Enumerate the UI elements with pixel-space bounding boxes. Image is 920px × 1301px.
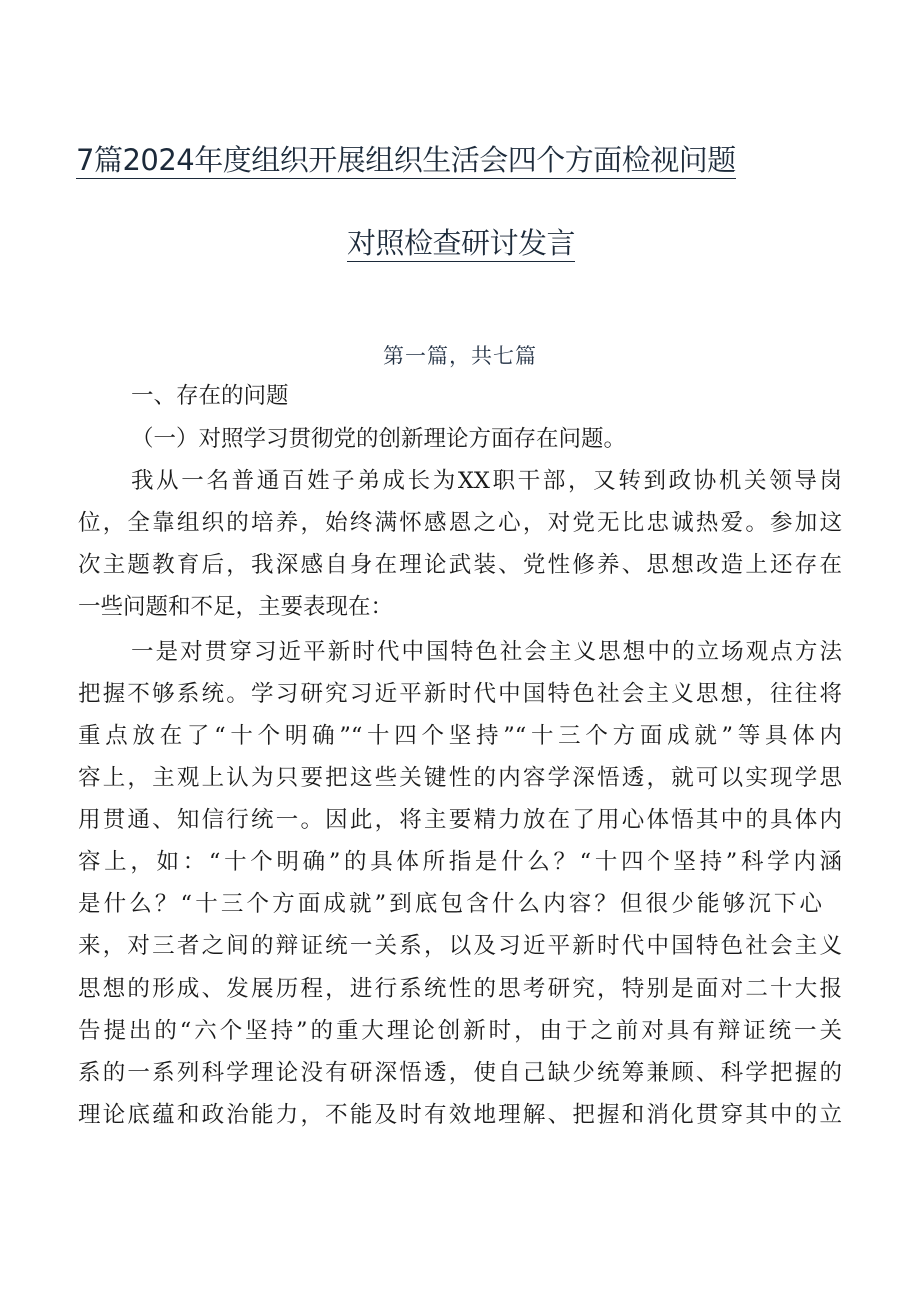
paragraph-line: 重点放在了“十个明确”“十四个坚持”“十三个方面成就”等具体内 (78, 723, 842, 749)
paragraph-line: 思想的形成、发展历程，进行系统性的思考研究，特别是面对二十大报 (78, 976, 842, 1002)
document-subtitle: 第一篇，共七篇 (383, 344, 537, 368)
paragraph-line: 是什么？“十三个方面成就”到底包含什么内容？但很少能够沉下心 (78, 891, 822, 917)
paragraph-line: 容上，主观上认为只要把这些关键性的内容学深悟透，就可以实现学思 (78, 765, 842, 791)
paragraph-line: 次主题教育后，我深感自身在理论武装、党性修养、思想改造上还存在 (78, 552, 842, 578)
paragraph-line: 一是对贯穿习近平新时代中国特色社会主义思想中的立场观点方法 (131, 639, 842, 665)
paragraph-line: 系的一系列科学理论没有研深悟透，使自己缺少统筹兼顾、科学把握的 (78, 1060, 842, 1086)
paragraph-line: 来，对三者之间的辩证统一关系，以及习近平新时代中国特色社会主义 (78, 933, 842, 959)
paragraph-line: 我从一名普通百姓子弟成长为XX职干部，又转到政协机关领导岗 (131, 468, 842, 494)
paragraph-line: 容上，如：“十个明确”的具体所指是什么？“十四个坚持”科学内涵 (78, 849, 842, 875)
section-heading: 一、存在的问题 (131, 383, 289, 409)
paragraph-line: 用贯通、知信行统一。因此，将主要精力放在了用心体悟其中的具体内 (78, 807, 842, 833)
paragraph-line: 位，全靠组织的培养，始终满怀感恩之心，对党无比忠诚热爱。参加这 (78, 510, 842, 536)
subsection-heading: （一）对照学习贯彻党的创新理论方面存在问题。 (131, 426, 627, 452)
paragraph-line: 一些问题和不足，主要表现在： (78, 594, 394, 620)
document-title-line-1: 7篇2024年度组织开展组织生活会四个方面检视问题 (76, 143, 736, 177)
document-title-line-2: 对照检查研讨发言 (347, 226, 576, 260)
paragraph-line: 理论底蕴和政治能力，不能及时有效地理解、把握和消化贯穿其中的立 (78, 1102, 842, 1128)
paragraph-line: 告提出的“六个坚持”的重大理论创新时，由于之前对具有辩证统一关 (78, 1018, 842, 1044)
paragraph-line: 把握不够系统。学习研究习近平新时代中国特色社会主义思想，往往将 (78, 681, 842, 707)
